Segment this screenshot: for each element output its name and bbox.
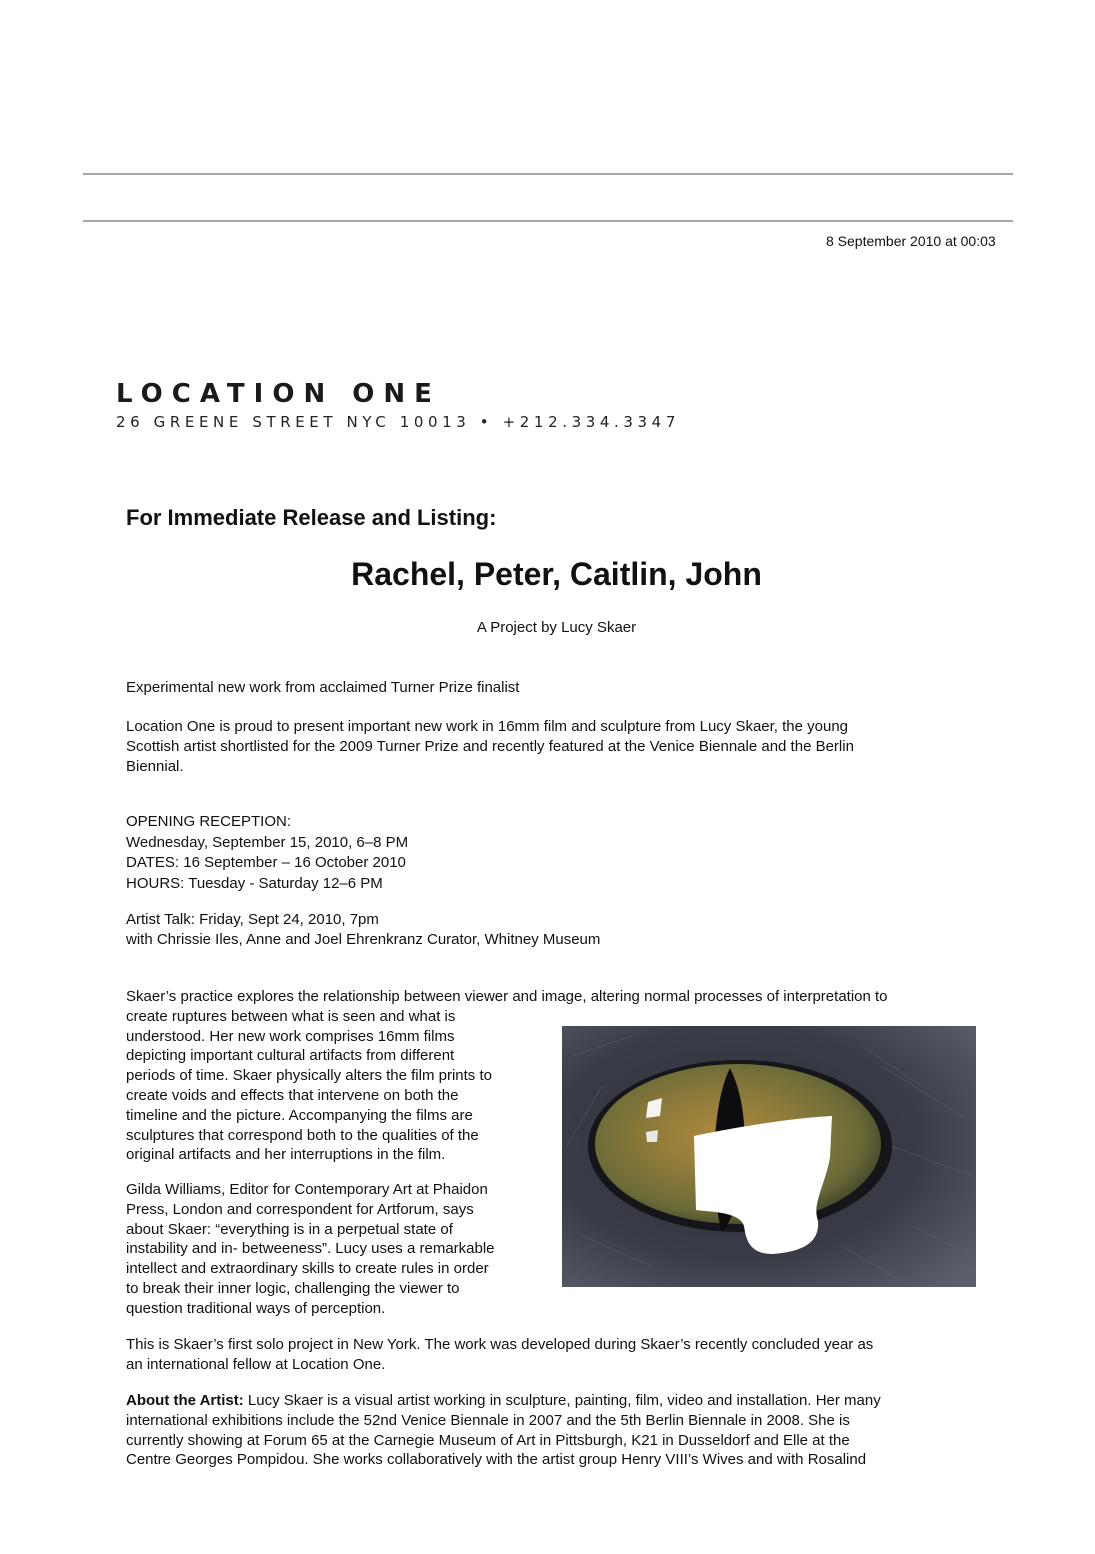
text-line: understood. Her new work comprises 16mm films [126, 1027, 455, 1045]
text-line: timeline and the picture. Accompanying the films are [126, 1106, 473, 1124]
text-line: DATES: 16 September – 16 October 2010 [126, 854, 406, 872]
tagline-paragraph [126, 678, 519, 698]
reception-details [126, 812, 408, 894]
text-line: This is Skaer’s first solo project in New York. The work was developed during Skaer’s recently concluded year as [126, 1336, 874, 1353]
text-line [126, 1391, 881, 1411]
text-line: OPENING RECEPTION: [126, 813, 292, 830]
about-text-start: Lucy Skaer is a visual artist working in sculpture, painting, film, video and installation. Her many [243, 1392, 881, 1409]
text-line: to break their inner logic, challenging the viewer to [126, 1279, 460, 1297]
text-line: Location One is proud to present important new work in 16mm film and sculpture from Lucy Skaer, the young [126, 718, 849, 735]
text-line: original artifacts and her interruptions in the film. [126, 1146, 446, 1164]
williams-paragraph [126, 1180, 495, 1319]
text-line: about Skaer: “everything is in a perpetual state of [126, 1220, 453, 1238]
exhibition-title: Rachel, Peter, Caitlin, John [351, 556, 762, 592]
text-line: instability and in- betweeness”. Lucy uses a remarkable [126, 1240, 495, 1258]
text-line: question traditional ways of perception. [126, 1299, 386, 1317]
artist-talk-details [126, 910, 600, 950]
text-line: Scottish artist shortlisted for the 2009 Turner Prize and recently featured at the Venice Biennale and the Berlin [126, 737, 854, 755]
text-line: sculptures that correspond both to the qualities of the [126, 1126, 479, 1144]
text-line: currently showing at Forum 65 at the Carnegie Museum of Art in Pittsburgh, K21 in Dusseldorf and Elle at the [126, 1431, 850, 1449]
intro-paragraph [126, 717, 854, 776]
text-line: HOURS: Tuesday - Saturday 12–6 PM [126, 874, 383, 892]
cat-eye-image [562, 1026, 976, 1287]
solo-project-paragraph [126, 1335, 873, 1375]
text-line: Press, London and correspondent for Artforum, says [126, 1200, 474, 1218]
text-line: with Chrissie Iles, Anne and Joel Ehrenkranz Curator, Whitney Museum [126, 930, 601, 948]
project-byline: A Project by Lucy Skaer [476, 619, 637, 636]
text-line: Experimental new work from acclaimed Turner Prize finalist [126, 679, 520, 696]
logo-address: 26 GREENE STREET NYC 10013 • +212.334.3347 [116, 413, 680, 431]
top-rule [83, 173, 1013, 175]
release-heading: For Immediate Release and Listing: [126, 505, 497, 530]
text-line: international exhibitions include the 52nd Venice Biennale in 2007 and the 5th Berlin Biennale in 2008. She is [126, 1411, 850, 1429]
text-line: depicting important cultural artifacts from different [126, 1047, 455, 1065]
text-line: Artist Talk: Friday, Sept 24, 2010, 7pm [126, 911, 379, 928]
logo-wordmark: LOCATION ONE [116, 379, 441, 409]
text-line: periods of time. Skaer physically alters the film prints to [126, 1067, 492, 1085]
text-line: Wednesday, September 15, 2010, 6–8 PM [126, 833, 409, 851]
text-line: Biennial. [126, 757, 184, 775]
text-line: Centre Georges Pompidou. She works collaboratively with the artist group Henry VIII’s Wives and with Rosalind [126, 1451, 867, 1469]
about-artist-label: About the Artist: [126, 1392, 244, 1409]
about-artist-paragraph [126, 1391, 881, 1470]
print-timestamp: 8 September 2010 at 00:03 [826, 233, 996, 249]
text-line: Skaer’s practice explores the relationship between viewer and image, altering normal processes of interpretation to [126, 988, 888, 1005]
text-line: create ruptures between what is seen and what is [126, 1007, 456, 1025]
text-line: Gilda Williams, Editor for Contemporary Art at Phaidon [126, 1181, 488, 1198]
second-rule [83, 220, 1013, 222]
text-line: intellect and extraordinary skills to create rules in order [126, 1260, 489, 1278]
text-line: create voids and effects that intervene on both the [126, 1086, 459, 1104]
text-line: an international fellow at Location One. [126, 1355, 386, 1373]
